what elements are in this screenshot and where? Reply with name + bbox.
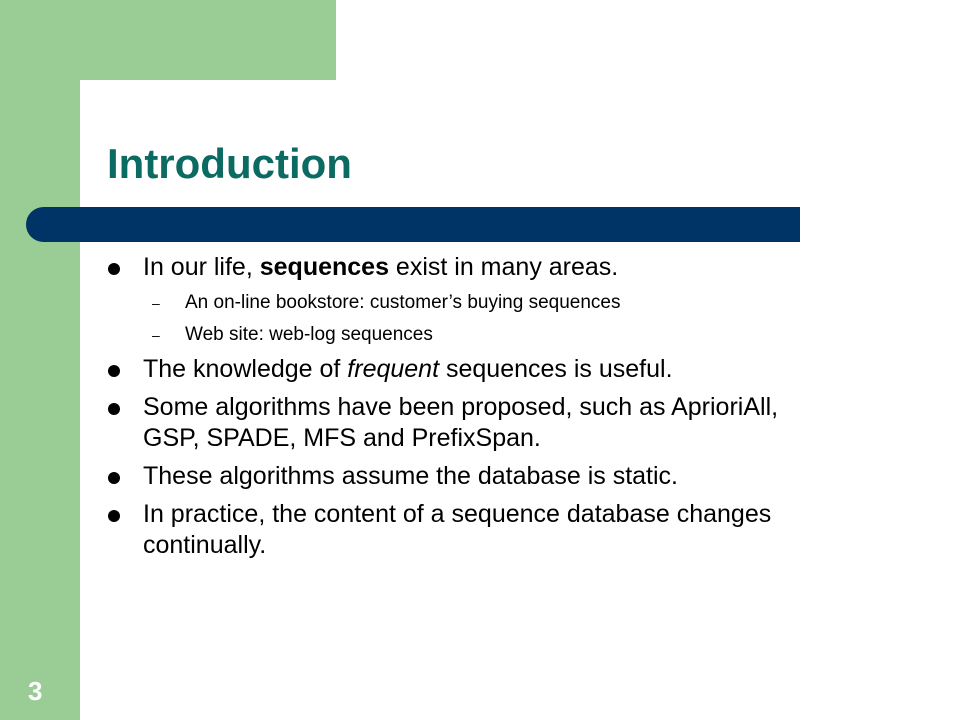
bullet-dot-icon: [108, 365, 120, 377]
bullet-dot-icon: [108, 472, 120, 484]
sidebar-left: [0, 0, 80, 720]
bullet-text: exist in many areas.: [388, 253, 619, 281]
bullet-text: Web site: web-log sequences: [185, 324, 433, 345]
sub-bullet-dash: –: [152, 327, 160, 343]
sub-bullet-dash: –: [152, 295, 160, 311]
bullet-text: These algorithms assume the database is static.: [143, 462, 678, 490]
bullet-text: The knowledge of: [143, 355, 348, 383]
bullet-item: [106, 392, 806, 454]
bullet-item: [106, 354, 806, 385]
bullet-text: An on-line bookstore: customer’s buying sequences: [185, 292, 621, 313]
sub-bullet-item: [106, 322, 806, 348]
page-number: 3: [28, 676, 43, 706]
bullet-list: [106, 252, 806, 568]
bullet-text: frequent: [347, 355, 440, 383]
bullet-dot-icon: [108, 510, 120, 522]
sidebar-top: [0, 0, 336, 80]
bullet-item: [106, 252, 806, 283]
bullet-text: In practice, the content of a sequence database changes continually.: [143, 500, 772, 559]
bullet-text: sequences: [259, 253, 389, 281]
bullet-dot-icon: [108, 403, 120, 415]
bullet-item: [106, 461, 806, 492]
slide-title: Introduction: [107, 140, 352, 187]
title-underline-bar: [26, 207, 800, 242]
bullet-dot-icon: [108, 263, 120, 275]
bullet-text: Some algorithms have been proposed, such as AprioriAll, GSP, SPADE, MFS and PrefixSpan.: [143, 393, 779, 452]
bullet-item: [106, 499, 806, 561]
bullet-text: sequences is useful.: [439, 355, 673, 383]
bullet-text: In our life,: [143, 253, 260, 281]
sub-bullet-item: [106, 290, 806, 316]
